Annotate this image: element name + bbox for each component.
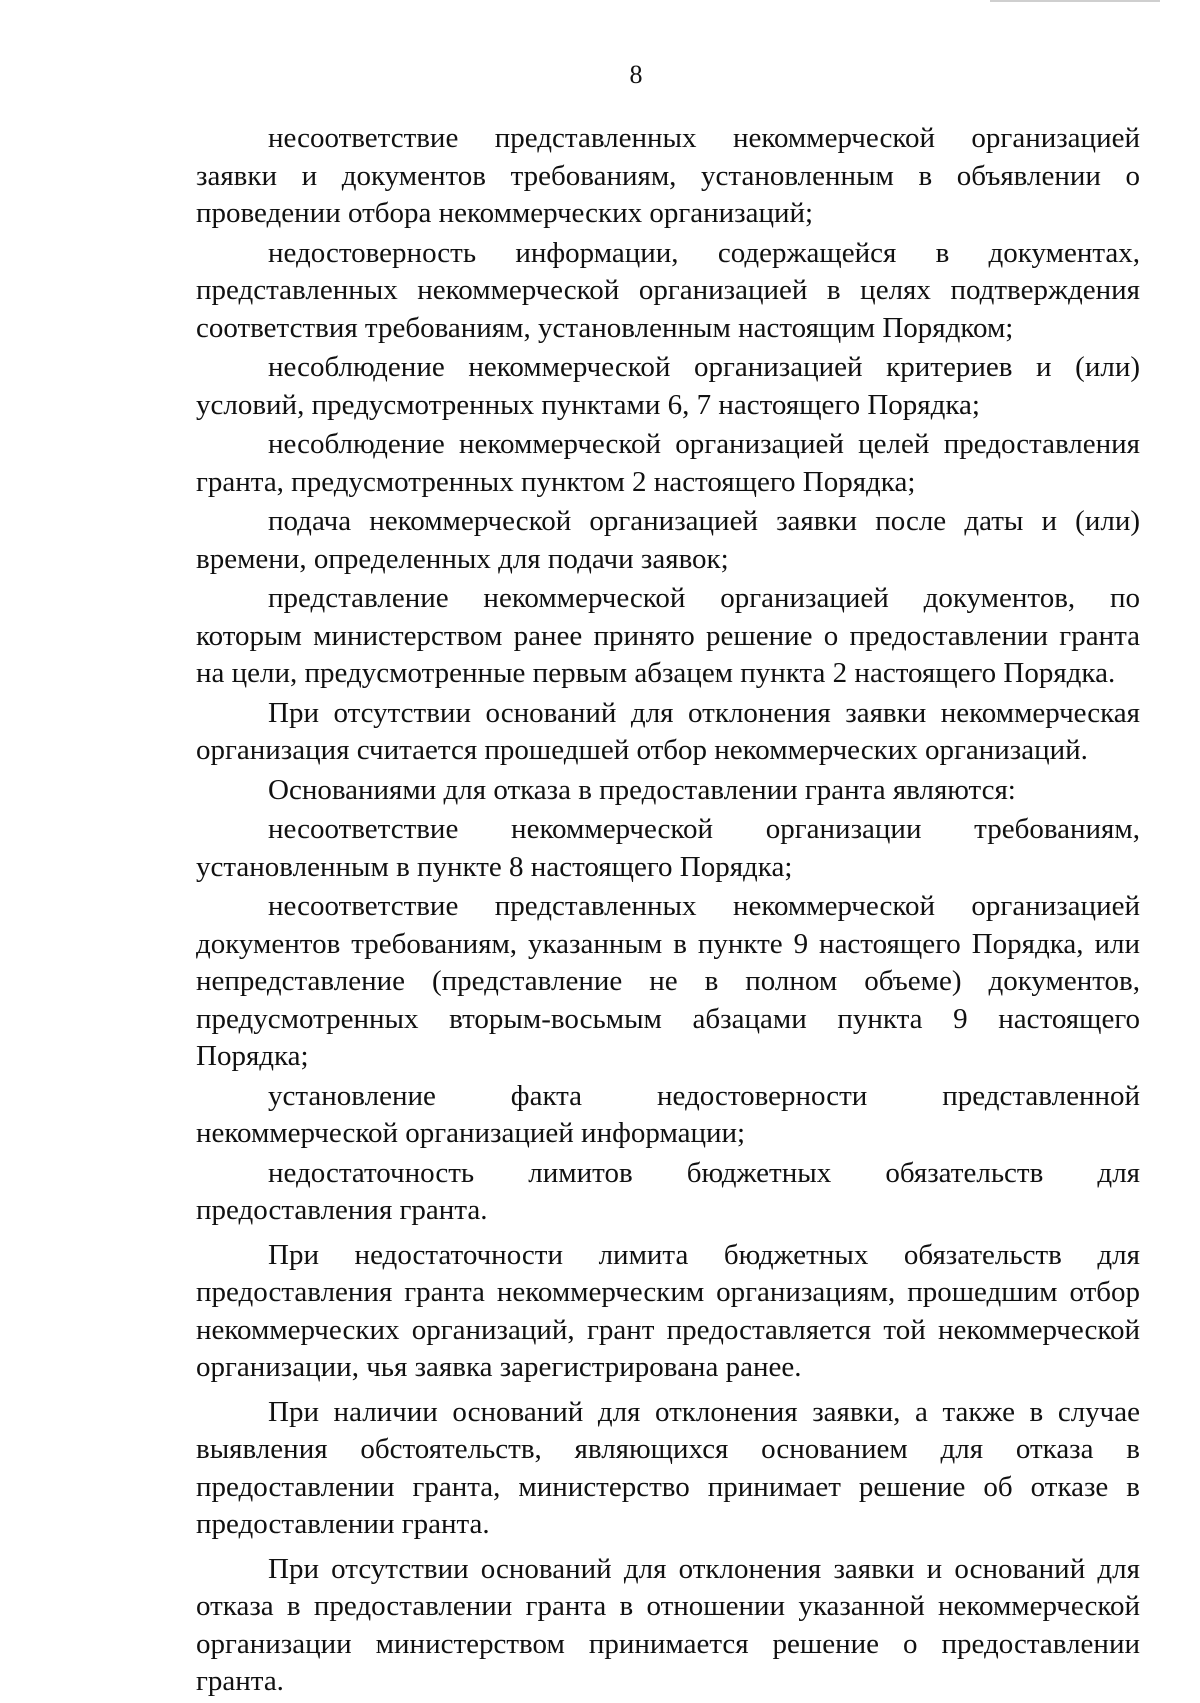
scan-edge-line bbox=[990, 0, 1160, 2]
paragraph: установление факта недостоверности представленной некоммерческой организацией информации; bbox=[196, 1079, 1140, 1149]
paragraph: При отсутствии оснований для отклонения заявки некоммерческая организация считается прошедшей отбор некоммерческих организаций. bbox=[196, 696, 1140, 766]
paragraph: Основаниями для отказа в предоставлении гранта являются: bbox=[268, 773, 1016, 806]
paragraph: несоответствие представленных некоммерческой организацией документов требованиям, указанным в пункте 9 настоящего Порядка, или непредставление (представление не в полном объеме) документов, предусмотренных вторым-восьмым абзацами пункта 9 настоящего Порядка; bbox=[196, 890, 1140, 1072]
paragraph: При отсутствии оснований для отклонения заявки и оснований для отказа в предоставлении гранта в отношении указанной некоммерческой организации министерством принимается решение о предоставлении гранта. bbox=[196, 1552, 1140, 1697]
document-body bbox=[196, 120, 1140, 1703]
paragraph: подача некоммерческой организацией заявки после даты и (или) времени, определенных для подачи заявок; bbox=[196, 505, 1140, 575]
paragraph: несоответствие представленных некоммерческой организацией заявки и документов требованиям, установленным в объявлении о проведении отбора некоммерческих организаций; bbox=[196, 122, 1140, 229]
paragraph: При недостаточности лимита бюджетных обязательств для предоставления гранта некоммерческим организациям, прошедшим отбор некоммерческих организаций, грант предоставляется той некоммерческой организации, чья заявка зарегистрирована ранее. bbox=[196, 1238, 1140, 1383]
paragraph: При наличии оснований для отклонения заявки, а также в случае выявления обстоятельств, являющихся основанием для отказа в предоставлении гранта, министерство принимает решение об отказе в предоставлении гранта. bbox=[196, 1395, 1140, 1540]
paragraph: представление некоммерческой организацией документов, по которым министерством ранее принято решение о предоставлении гранта на цели, предусмотренные первым абзацем пункта 2 настоящего Порядка. bbox=[196, 582, 1140, 689]
paragraph: недостоверность информации, содержащейся в документах, представленных некоммерческой организацией в целях подтверждения соответствия требованиям, установленным настоящим Порядком; bbox=[196, 236, 1140, 344]
paragraph: несоблюдение некоммерческой организацией целей предоставления гранта, предусмотренных пунктом 2 настоящего Порядка; bbox=[196, 428, 1140, 498]
paragraph: несоблюдение некоммерческой организацией критериев и (или) условий, предусмотренных пунктами 6, 7 настоящего Порядка; bbox=[196, 351, 1140, 421]
paragraph: недостаточность лимитов бюджетных обязательств для предоставления гранта. bbox=[196, 1156, 1140, 1226]
page-number: 8 bbox=[629, 60, 643, 89]
paragraph: несоответствие некоммерческой организации требованиям, установленным в пункте 8 настоящего Порядка; bbox=[196, 813, 1140, 883]
